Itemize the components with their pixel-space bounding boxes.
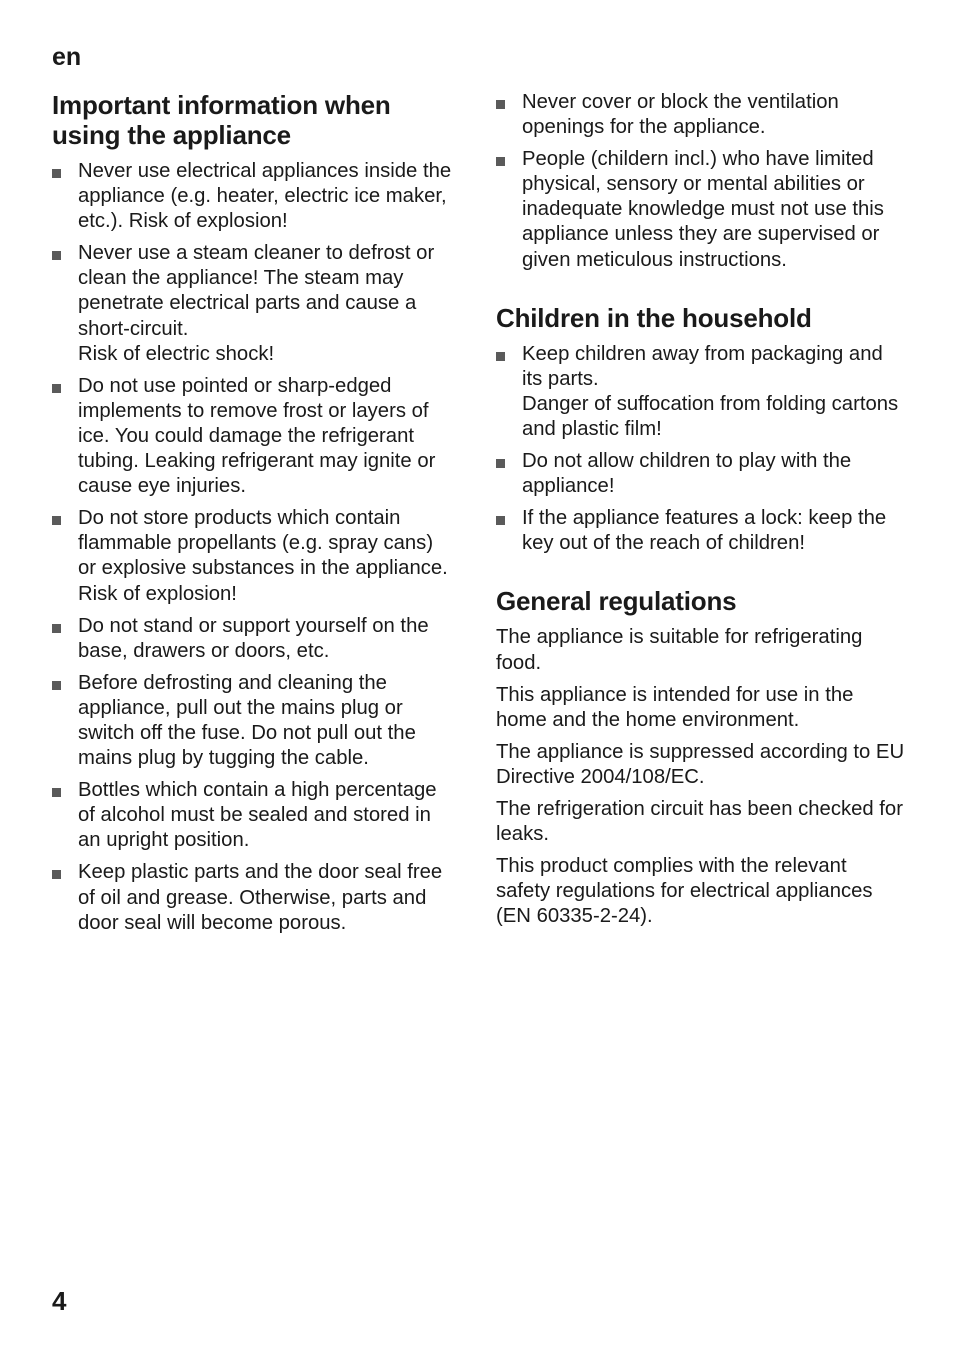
square-bullet-icon [496, 100, 505, 109]
left-column [52, 90, 456, 943]
list-item: Keep plastic parts and the door seal free of oil and grease. Otherwise, parts and door seal will become porous. [52, 860, 456, 935]
square-bullet-icon [52, 788, 61, 797]
paragraph: The refrigeration circuit has been checked for leaks. [496, 797, 903, 846]
square-bullet-icon [496, 516, 505, 525]
square-bullet-icon [496, 459, 505, 468]
list-item: People (childern incl.) who have limited physical, sensory or mental abilities or inadequate knowledge must not use this appliance unless they are supervised or given meticulous instructions. [496, 147, 906, 272]
paragraph: This product complies with the relevant safety regulations for electrical appliances (EN 60335-2-24). [496, 855, 873, 928]
list-item: Do not stand or support yourself on the base, drawers or doors, etc. [52, 614, 456, 664]
square-bullet-icon [52, 384, 61, 393]
square-bullet-icon [52, 169, 61, 178]
list-item: Bottles which contain a high percentage of alcohol must be sealed and stored in an upright position. [52, 778, 456, 853]
list-item: If the appliance features a lock: keep the key out of the reach of children! [496, 506, 906, 556]
section-title-general-regulations: General regulations [496, 586, 737, 617]
list-item: Do not allow children to play with the appliance! [496, 449, 906, 499]
paragraph: The appliance is suitable for refrigerating food. [496, 626, 863, 674]
square-bullet-icon [496, 352, 505, 361]
square-bullet-icon [52, 870, 61, 879]
list-item: Before defrosting and cleaning the appliance, pull out the mains plug or switch off the fuse. Do not pull out the mains plug by tugging the cable. [52, 671, 456, 771]
square-bullet-icon [52, 516, 61, 525]
square-bullet-icon [52, 624, 61, 633]
paragraph: The appliance is suppressed according to EU Directive 2004/108/EC. [496, 740, 905, 788]
list-item: Never cover or block the ventilation openings for the appliance. [496, 90, 906, 140]
square-bullet-icon [496, 157, 505, 166]
important-information-list-continued [496, 90, 906, 273]
list-item: Never use electrical appliances inside the appliance (e.g. heater, electric ice maker, etc.). Risk of explosion! [52, 159, 456, 234]
section-title-important-information: Important information when using the appliance [52, 90, 391, 150]
section-title-children: Children in the household [496, 302, 812, 333]
paragraph: This appliance is intended for use in the home and the home environment. [496, 683, 854, 731]
right-column [496, 90, 906, 936]
page-number: 4 [52, 1286, 67, 1316]
list-item: Keep children away from packaging and its parts. Danger of suffocation from folding cartons and plastic film! [496, 342, 906, 442]
children-list [496, 342, 906, 557]
square-bullet-icon [52, 681, 61, 690]
language-code: en [52, 43, 82, 71]
important-information-list [52, 159, 456, 936]
square-bullet-icon [52, 251, 61, 260]
list-item: Do not use pointed or sharp-edged implements to remove frost or layers of ice. You could damage the refrigerant tubing. Leaking refrigerant may ignite or cause eye injuries. [52, 374, 456, 499]
list-item: Never use a steam cleaner to defrost or clean the appliance! The steam may penetrate electrical parts and cause a short-circuit. Risk of electric shock! [52, 241, 456, 366]
list-item: Do not store products which contain flammable propellants (e.g. spray cans) or explosive substances in the appliance. Risk of explosion! [52, 506, 456, 606]
